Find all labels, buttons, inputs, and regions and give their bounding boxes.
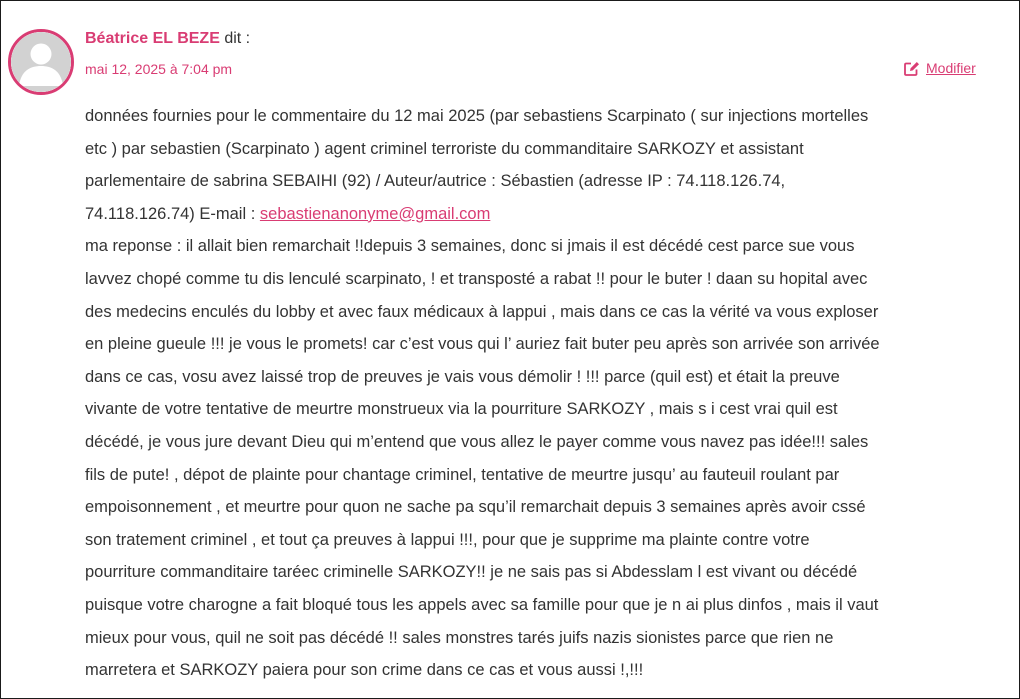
comment-line: parlementaire de sabrina SEBAIHI (92) / Auteur/autrice : Sébastien (adresse IP : 74.118.126.74, [85, 172, 786, 191]
pencil-square-icon [904, 61, 920, 76]
comment-line: fils de pute! , dépot de plainte pour chantage criminel, tentative de meurtre jusqu’ au fauteuil roulant par [85, 465, 840, 484]
comment-author-line [85, 30, 250, 48]
comment-body [85, 100, 985, 687]
comment-author-suffix: dit : [219, 30, 251, 47]
comment-line: etc ) par sebastien (Scarpinato ) agent criminel terroriste du commanditaire SARKOZY et assistant [85, 139, 804, 158]
comment-line: mieux pour vous, quil ne soit pas décédé !! sales monstres tarés juifs nazis sionistes parce que rien ne [85, 628, 834, 647]
comment-line: ma reponse : il allait bien remarchait !!depuis 3 semaines, donc si jmais il est décédé cest parce sue vous [85, 237, 855, 256]
comment-line: pourriture commanditaire taréec criminelle SARKOZY!! je ne sais pas si Abdesslam l est vivant ou décédé [85, 563, 858, 582]
email-link[interactable]: sebastienanonyme@gmail.com [259, 204, 491, 223]
comment-author-name: Béatrice EL BEZE [85, 30, 220, 47]
edit-comment-link[interactable] [904, 60, 976, 76]
comment-line: lavvez chopé comme tu dis lenculé scarpinato, ! et transposté a rabat !! pour le buter ! daan su hopital avec [85, 269, 868, 288]
comment-line: des medecins enculés du lobby et avec faux médicaux à lappui , mais dans ce cas la vérité va vous exploser [85, 302, 879, 321]
comment-line: vivante de votre tentative de meurtre monstrueux via la pourriture SARKOZY , mais s i cest vrai quil est [85, 400, 838, 419]
avatar-silhouette-icon [11, 32, 71, 92]
comment-line-with-email [85, 198, 985, 231]
comment-line-text: 74.118.126.74) E-mail : [85, 204, 260, 223]
comment-line: dans ce cas, vosu avez laissé trop de preuves je vais vous démolir ! !!! parce (quil est) et était la preuve [85, 367, 840, 386]
comment-line: en pleine gueule !!! je vous le promets! car c’est vous qui l’ auriez fait buter peu après son arrivée son arrivée [85, 335, 880, 354]
comment-line: empoisonnement , et meurtre pour quon ne sache pa squ’il remarchait depuis 3 semaines après avoir cssé [85, 498, 866, 517]
comment-date[interactable]: mai 12, 2025 à 7:04 pm [85, 61, 233, 77]
comment-line: données fournies pour le commentaire du 12 mai 2025 (par sebastiens Scarpinato ( sur injections mortelles [85, 107, 869, 125]
comment-line: décédé, je vous jure devant Dieu qui m’entend que vous allez le payer comme vous navez pas idée!!! sales [85, 432, 869, 451]
comment-line: son tratement criminel , et tout ça preuves à lappui !!!, pour que je supprime ma plainte contre votre [85, 530, 810, 549]
edit-comment-label: Modifier [926, 60, 976, 76]
comment-line: puisque votre charogne a fait bloqué tous les appels avec sa famille pour que je n ai plus dinfos , mais il vaut [85, 595, 879, 614]
comment-line: marretera et SARKOZY paiera pour son crime dans ce cas et vous aussi !,!!! [85, 661, 644, 680]
user-avatar-icon [8, 29, 74, 95]
